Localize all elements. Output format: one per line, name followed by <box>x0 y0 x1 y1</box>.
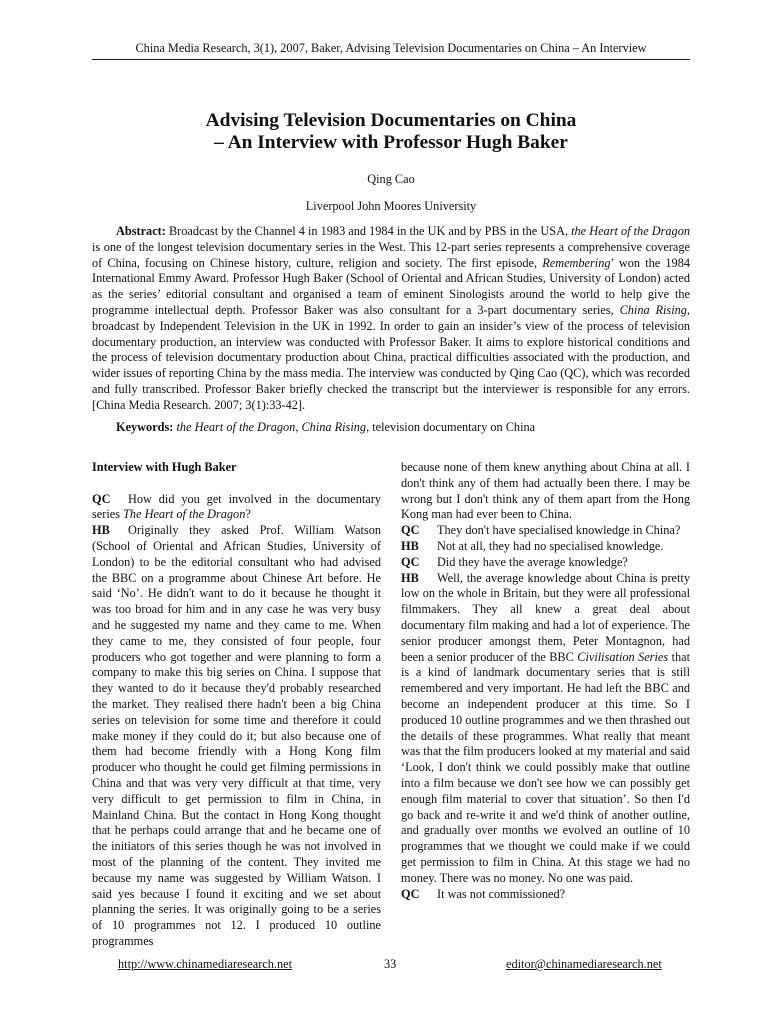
title-line-2: – An Interview with Professor Hugh Baker <box>214 132 568 153</box>
question-text: How did you get involved in the documentary series <box>92 491 381 522</box>
speaker-label: QC <box>401 886 420 901</box>
email-link[interactable]: editor@chinamediaresearch.net <box>506 957 662 971</box>
speaker-label: HB <box>401 538 419 553</box>
keyword-text: , television documentary on China <box>366 420 536 434</box>
author-affiliation: Liverpool John Moores University <box>305 199 477 213</box>
abstract-italic: the Heart of the Dragon <box>571 224 691 238</box>
keyword-italic: China Rising <box>301 420 367 434</box>
answer-italic: Civilisation Series <box>577 649 669 664</box>
abstract-text: Broadcast by the Channel 4 in 1983 and 1984 in the UK and by PBS in the USA, <box>165 224 572 238</box>
header-rule <box>92 59 690 60</box>
question <box>401 555 690 571</box>
answer <box>401 571 690 887</box>
answer-text: Not at all, they had no specialised knowledge. <box>437 538 664 553</box>
keywords <box>116 420 690 436</box>
question-italic: The Heart of the Dragon <box>123 507 246 522</box>
page-number: 33 <box>384 957 397 971</box>
answer-text: Originally they asked Prof. William Watson (School of Oriental and African Studies, University of London) to be the editorial consultant who had advised the BBC on a programme about Chinese Art before. He said ‘No’. He didn't want to do it because he thought it was too broad for him and in any case he was very busy and he suggested my name and they came to me. When they came to me, they consisted of four people, four producers who got together and were planning to form a company to make this big series on China. I suppose that they wanted to do it because they'd probably researched the market. They realised there hadn't been a big China series on television for some time and therefore it could make money if they could do it; but also because one of them had become friendly with a Hong Kong film producer who thought he could get filming permissions in China and that was very very difficult at that time, very very difficult to get permission to film in China, in Mainland China. But the contact in Hong Kong thought that he perhaps could arrange that and he became one of the initiators of this series though he was not involved in most of the planning of the content. They invited me because my name was suggested by William Watson. I said yes because I found it exciting and we set about planning the series. It was originally going to be a series of 10 programmes not 12. I produced 10 outline programmes <box>92 523 381 948</box>
answer <box>92 523 381 950</box>
answer <box>401 539 690 555</box>
author-name: Qing Cao <box>367 172 415 186</box>
speaker-label: QC <box>401 523 420 538</box>
speaker-label: HB <box>92 523 110 538</box>
abstract <box>92 224 690 414</box>
question-text: It was not commissioned? <box>437 886 566 901</box>
keyword-separator: , <box>295 420 302 434</box>
question-text: Did they have the average knowledge? <box>437 554 628 569</box>
abstract-italic: Remembering <box>542 255 611 270</box>
footer-email <box>506 957 662 972</box>
keywords-label: Keywords: <box>116 420 174 434</box>
left-column <box>92 460 381 950</box>
question <box>401 523 690 539</box>
speaker-label: QC <box>401 554 420 569</box>
question-end: ? <box>245 507 251 522</box>
article-title <box>0 110 782 154</box>
section-heading: Interview with Hugh Baker <box>92 460 237 474</box>
abstract-text: is one of the longest television documentary series in the West. This 12-part series represents a comprehensive coverage of China, focusing on Chinese history, culture, religion and society. The first episode, <box>92 239 690 270</box>
right-column <box>401 460 690 902</box>
abstract-text: ’ won the 1984 International Emmy Award. Professor Hugh Baker (School of Oriental and African Studies, University of London) acted as the series’ editorial consultant and organised a team of eminent Sinologists around the world to help give the programme intellectual depth. Professor Baker was also consultant for a 3-part documentary series, <box>92 255 690 317</box>
footer-website <box>118 957 292 972</box>
abstract-text: , broadcast by Independent Television in the UK in 1992. In order to gain an insider’s view of the process of television documentary production, an interview was conducted with Professor Baker. It aims to explore historical conditions and the process of television documentary production about China, practical difficulties associated with the production, and wider issues of reporting China by the mass media. The interview was conducted by Qing Cao (QC), which was recorded and fully transcribed. Professor Baker briefly checked the transcript but the interviewer is responsible for any errors. [China Media Research. 2007; 3(1):33-42]. <box>92 302 690 412</box>
abstract-label: Abstract: <box>116 224 166 238</box>
abstract-italic: China Rising <box>619 302 687 317</box>
answer-continued: because none of them knew anything about China at all. I don't think any of them had actually been there. I may be wrong but I don't think any of them apart from the Hong Kong man had ever been to China. <box>401 460 690 522</box>
question <box>401 887 690 903</box>
answer-text: Well, the average knowledge about China is pretty low on the whole in Britain, but they were all professional filmmakers. They all knew a great deal about documentary film making and had a lot of experience. The senior producer amongst them, Peter Montagnon, had been a senior producer of the BBC <box>401 570 690 664</box>
running-head: China Media Research, 3(1), 2007, Baker, Advising Television Documentaries on China – An Interview <box>135 41 647 55</box>
website-link[interactable]: http://www.chinamediaresearch.net <box>118 957 293 971</box>
speaker-label: QC <box>92 491 111 506</box>
keyword-italic: the Heart of the Dragon <box>176 420 296 434</box>
question <box>92 492 381 524</box>
speaker-label: HB <box>401 570 419 585</box>
title-line-1: Advising Television Documentaries on China <box>205 110 577 131</box>
question-text: They don't have specialised knowledge in China? <box>437 523 681 538</box>
answer-text: that is a kind of landmark documentary series that is still remembered and very important. He had left the BBC and become an independent producer at this time. So I produced 10 outline programmes and we then thrashed out the details of these programmes. What really that meant was that the film producers looked at my material and said ‘Look, I don't think we could possibly make that outline into a film because we don't see how we can possibly get enough film material to cover that situation’. So then I'd go back and re-write it and we'd think of another outline, and gradually over months we evolved an outline of 10 programmes that we thought we could make if we could get permission to film in China. At this stage we had no money. There was no money. No one was paid. <box>401 649 691 885</box>
